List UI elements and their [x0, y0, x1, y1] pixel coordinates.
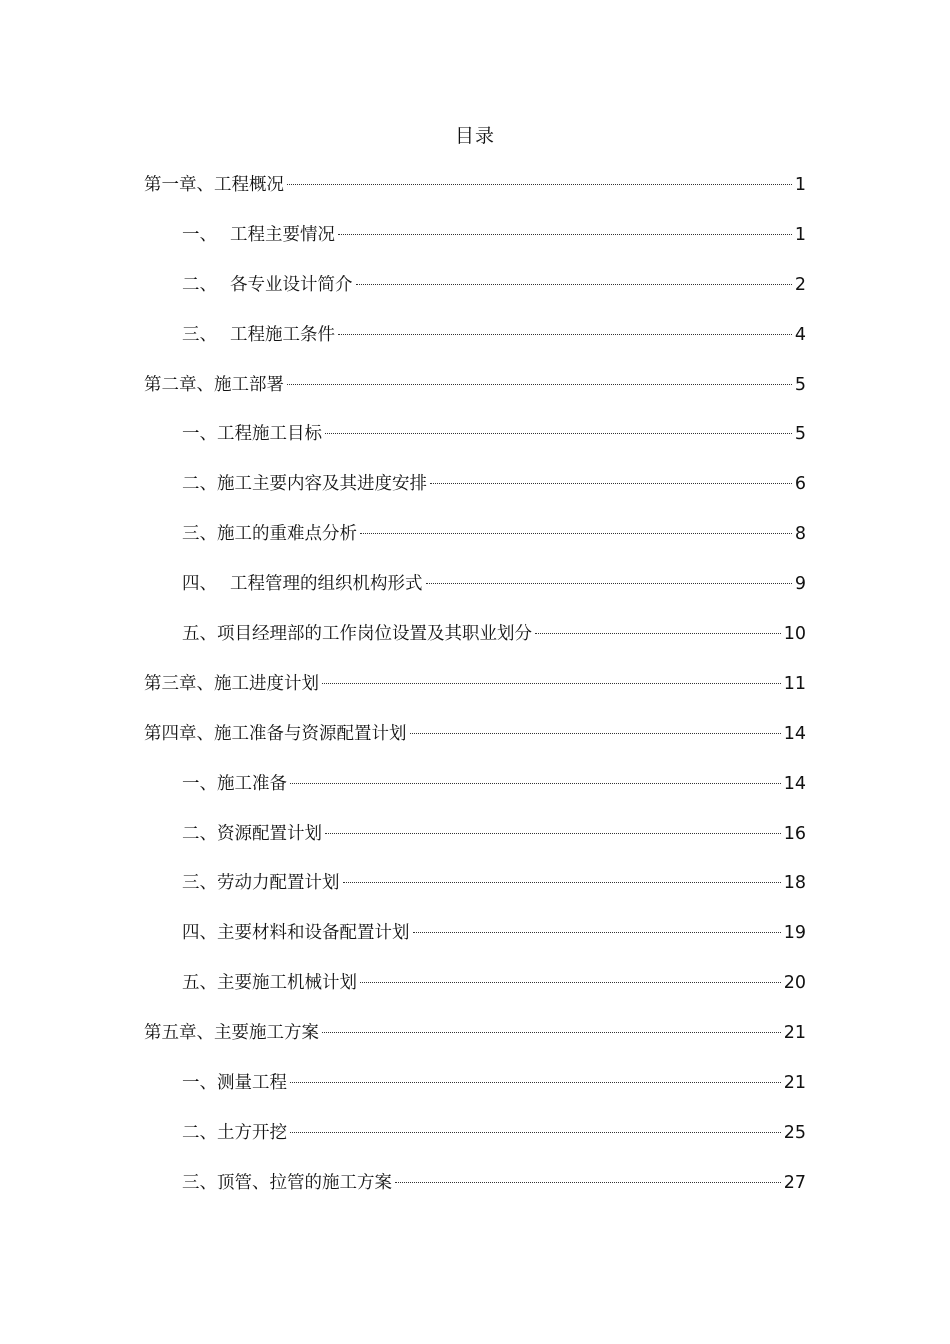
toc-entry-text: 各专业设计简介: [230, 274, 353, 295]
toc-entry-page: 21: [783, 1023, 806, 1044]
toc-entry-label: [182, 320, 335, 350]
toc-entry-text: 工程管理的组织机构形式: [230, 574, 423, 595]
toc-leader-dots: [290, 783, 781, 784]
toc-entry-text: 三、施工的重难点分析: [182, 524, 357, 545]
toc-entry-text: 第四章、施工准备与资源配置计划: [144, 723, 407, 744]
toc-entry-text: 一、工程施工目标: [182, 424, 322, 445]
toc-entry-text: 四、主要材料和设备配置计划: [182, 923, 410, 944]
toc-leader-dots: [356, 284, 792, 285]
toc-entry-1[interactable]: [144, 220, 806, 270]
toc-entry-text: 第一章、工程概况: [144, 175, 284, 195]
toc-entry-text: 第三章、施工进度计划: [144, 673, 319, 694]
toc-entry-label: [144, 1018, 319, 1048]
toc-entry-page: 5: [794, 424, 806, 445]
toc-leader-dots: [287, 384, 792, 385]
toc-entry-label: [182, 569, 423, 599]
toc-entry-text: 三、劳动力配置计划: [182, 873, 340, 894]
toc-entry-text: 工程施工条件: [230, 324, 335, 345]
toc-entry-3[interactable]: [144, 320, 806, 370]
toc-leader-dots: [413, 932, 781, 933]
toc-entry-7[interactable]: [144, 519, 806, 569]
toc-entry-text: 二、资源配置计划: [182, 823, 322, 844]
toc-entry-text: 第二章、施工部署: [144, 374, 284, 395]
toc-entry-18[interactable]: [144, 1068, 806, 1118]
toc-entry-page: 8: [794, 524, 806, 545]
toc-entry-8[interactable]: [144, 569, 806, 619]
toc-entry-label: [144, 719, 407, 749]
toc-leader-dots: [322, 1032, 781, 1033]
toc-entry-page: 4: [794, 324, 806, 345]
toc-entry-page: 5: [794, 374, 806, 395]
toc-leader-dots: [290, 1082, 781, 1083]
toc-entry-label: [182, 519, 357, 549]
toc-entry-label: [182, 1118, 287, 1148]
toc-entry-label: [144, 170, 284, 200]
toc-entry-page: 11: [783, 673, 806, 694]
table-of-contents: [144, 170, 806, 1218]
toc-entry-label: [182, 819, 322, 849]
toc-leader-dots: [426, 583, 792, 584]
toc-entry-15[interactable]: [144, 918, 806, 968]
toc-entry-6[interactable]: [144, 469, 806, 519]
toc-entry-number: 一、: [182, 224, 217, 245]
toc-entry-10[interactable]: [144, 669, 806, 719]
toc-entry-page: 6: [794, 474, 806, 495]
toc-entry-number: 三、: [182, 324, 217, 345]
toc-entry-page: 14: [783, 773, 806, 794]
toc-leader-dots: [322, 683, 781, 684]
toc-leader-dots: [535, 633, 781, 634]
toc-entry-label: [182, 968, 357, 998]
toc-leader-dots: [360, 533, 792, 534]
toc-entry-text: 二、施工主要内容及其进度安排: [182, 474, 427, 495]
toc-entry-number: 二、: [182, 274, 217, 295]
toc-title: 目录: [454, 125, 495, 147]
toc-entry-page: 1: [794, 175, 806, 195]
toc-entry-page: 1: [794, 224, 806, 245]
toc-entry-label: [182, 769, 287, 799]
toc-entry-page: 21: [783, 1073, 806, 1094]
toc-entry-text: 三、顶管、拉管的施工方案: [182, 1172, 392, 1193]
toc-entry-page: 27: [783, 1172, 806, 1193]
toc-entry-label: [182, 1068, 287, 1098]
toc-leader-dots: [287, 184, 792, 185]
toc-entry-label: [182, 619, 532, 649]
toc-entry-label: [144, 669, 319, 699]
toc-leader-dots: [338, 234, 792, 235]
toc-leader-dots: [325, 833, 781, 834]
toc-entry-text: 一、施工准备: [182, 773, 287, 794]
toc-entry-19[interactable]: [144, 1118, 806, 1168]
toc-entry-page: 14: [783, 723, 806, 744]
toc-entry-number: 四、: [182, 574, 217, 595]
toc-leader-dots: [395, 1182, 781, 1183]
toc-entry-label: [144, 370, 284, 400]
toc-leader-dots: [360, 982, 781, 983]
toc-leader-dots: [290, 1132, 781, 1133]
toc-entry-page: 19: [783, 923, 806, 944]
toc-entry-page: 9: [794, 574, 806, 595]
toc-entry-page: 16: [783, 823, 806, 844]
toc-leader-dots: [343, 882, 781, 883]
toc-entry-11[interactable]: [144, 719, 806, 769]
toc-entry-text: 二、土方开挖: [182, 1122, 287, 1143]
toc-entry-2[interactable]: [144, 270, 806, 320]
toc-leader-dots: [410, 733, 781, 734]
toc-entry-text: 五、项目经理部的工作岗位设置及其职业划分: [182, 624, 532, 645]
toc-entry-page: 10: [783, 624, 806, 645]
toc-entry-17[interactable]: [144, 1018, 806, 1068]
toc-leader-dots: [430, 483, 792, 484]
toc-entry-page: 18: [783, 873, 806, 894]
toc-entry-14[interactable]: [144, 868, 806, 918]
toc-entry-page: 2: [794, 274, 806, 295]
toc-entry-page: 20: [783, 973, 806, 994]
toc-entry-label: [182, 270, 353, 300]
toc-entry-13[interactable]: [144, 819, 806, 869]
toc-entry-5[interactable]: [144, 419, 806, 469]
toc-entry-text: 第五章、主要施工方案: [144, 1023, 319, 1044]
toc-entry-16[interactable]: [144, 968, 806, 1018]
toc-leader-dots: [325, 433, 792, 434]
toc-entry-label: [182, 419, 322, 449]
toc-entry-12[interactable]: [144, 769, 806, 819]
toc-entry-text: 工程主要情况: [230, 224, 335, 245]
toc-entry-0[interactable]: [144, 170, 806, 220]
toc-entry-label: [182, 220, 335, 250]
toc-entry-9[interactable]: [144, 619, 806, 669]
toc-entry-label: [182, 918, 410, 948]
toc-entry-20[interactable]: [144, 1168, 806, 1218]
toc-entry-text: 五、主要施工机械计划: [182, 973, 357, 994]
toc-entry-4[interactable]: [144, 370, 806, 420]
toc-entry-label: [182, 868, 340, 898]
toc-leader-dots: [338, 334, 792, 335]
toc-entry-label: [182, 1168, 392, 1198]
toc-entry-label: [182, 469, 427, 499]
toc-entry-text: 一、测量工程: [182, 1073, 287, 1094]
toc-entry-page: 25: [783, 1122, 806, 1143]
